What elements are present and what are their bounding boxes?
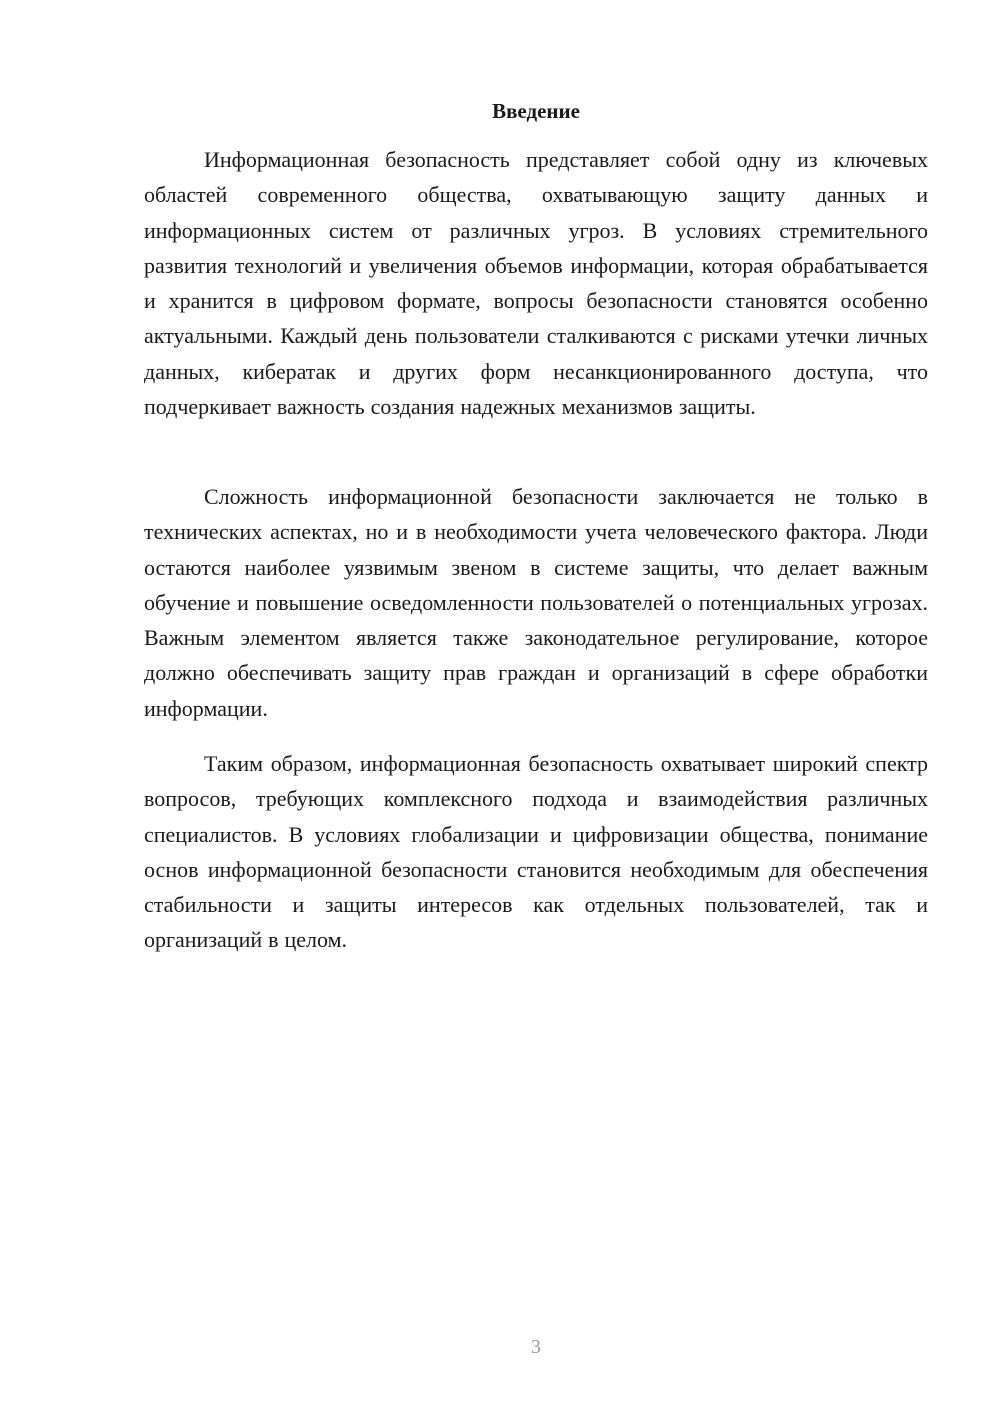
section-heading: Введение (492, 99, 580, 123)
paragraph-block (144, 479, 928, 726)
paragraph: Таким образом, информационная безопасность охватывает широкий спектр вопросов, требующих комплексного подхода и взаимодействия различных специалистов. В условиях глобализации и цифровизации общества, понимание основ информационной безопасности становится необходимым для обеспечения стабильности и защиты интересов как отдельных пользователей, так и организаций в целом. (144, 751, 928, 953)
paragraph-block (144, 142, 928, 424)
page-number: 3 (531, 1336, 541, 1358)
paragraph: Информационная безопасность представляет собой одну из ключевых областей современного общества, охватывающую защиту данных и информационных систем от различных угроз. В условиях стремительного развития технологий и увеличения объемов информации, которая обрабатывается и хранится в цифровом формате, вопросы безопасности становятся особенно актуальными. Каждый день пользователи сталкиваются с рисками утечки личных данных, кибератак и других форм несанкционированного доступа, что подчеркивает важность создания надежных механизмов защиты. (144, 147, 928, 420)
paragraph-block (144, 746, 928, 958)
paragraph: Сложность информационной безопасности заключается не только в технических аспектах, но и в необходимости учета человеческого фактора. Люди остаются наиболее уязвимым звеном в системе защиты, что делает важным обучение и повышение осведомленности пользователей о потенциальных угрозах. Важным элементом является также законодательное регулирование, которое должно обеспечивать защиту прав граждан и организаций в сфере обработки информации. (144, 484, 928, 721)
